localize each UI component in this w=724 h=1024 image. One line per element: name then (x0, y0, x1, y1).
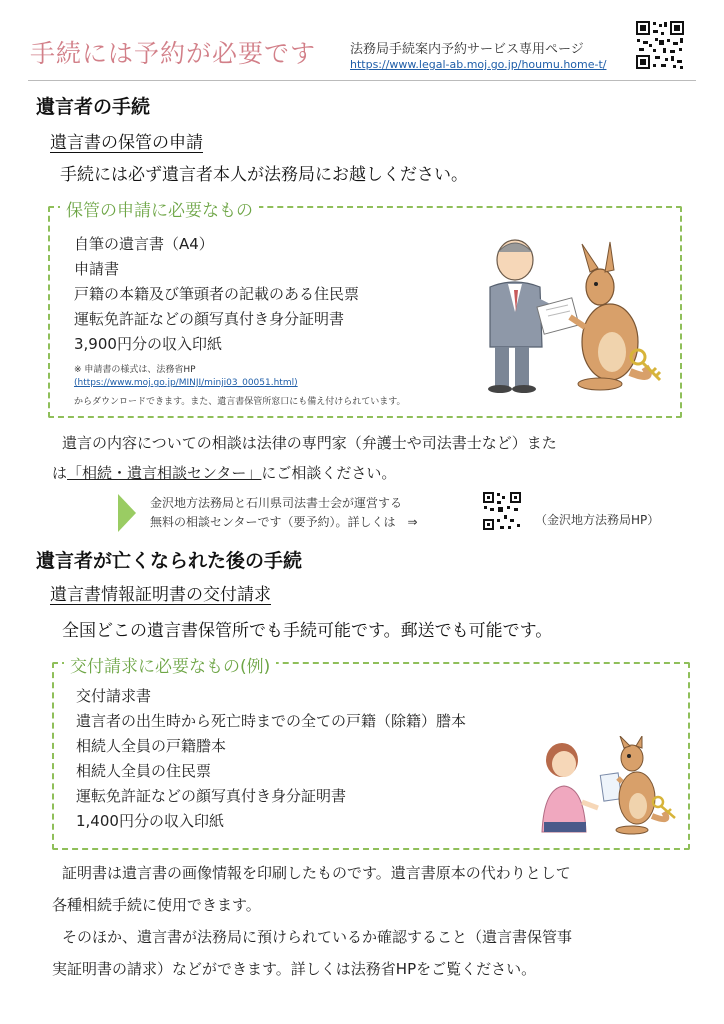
storage-item: 戸籍の本籍及び筆頭者の記載のある住民票 (74, 285, 360, 303)
form-note-text-2: からダウンロードできます。また、遺言書保管所窓口にも備え付けられています。 (74, 397, 406, 407)
section-heading-testator: 遺言者の手続 (36, 96, 151, 118)
subheading-certificate-request: 遺言書情報証明書の交付請求 (50, 585, 271, 605)
certificate-item: 相続人全員の戸籍謄本 (76, 737, 227, 755)
certificate-item: 運転免許証などの顔写真付き身分証明書 (76, 787, 347, 805)
consultation-text-line2 (52, 462, 396, 483)
section-heading-after-death: 遺言者が亡くなられた後の手続 (36, 550, 303, 572)
certificate-item: 1,400円分の収入印紙 (76, 812, 224, 830)
storage-requirements-title: 保管の申請に必要なもの (60, 196, 259, 221)
subheading-storage-application: 遺言書の保管の申請 (50, 133, 203, 153)
certificate-item: 相続人全員の住民票 (76, 762, 212, 780)
storage-item: 3,900円分の収入印紙 (74, 335, 222, 353)
reservation-service-label: 法務局手続案内予約サービス専用ページ (350, 42, 584, 57)
arrow-right-icon (118, 494, 136, 532)
consultation-pre-text: は (52, 464, 68, 482)
form-note-url-link[interactable]: (https://www.moj.go.jp/MINJI/minji03_00051.html) (74, 378, 298, 388)
storage-lead-text: 手続には必ず遺言者本人が法務局にお越しください。 (60, 165, 468, 185)
center-qr-code-icon[interactable] (482, 491, 522, 531)
center-info-line2: 無料の相談センターです（要予約）。詳しくは ⇒ (150, 515, 418, 529)
certificate-item: 交付請求書 (76, 687, 152, 705)
official-and-kangaroo-illustration-icon (470, 232, 670, 397)
form-note-text: ※ 申請書の様式は、法務省HP (74, 365, 196, 375)
certificate-lead-text: 全国どこの遺言書保管所でも手続可能です。郵送でも可能です。 (62, 621, 553, 641)
page-title: 手続には予約が必要です (30, 39, 317, 68)
consultation-post-text: にご相談ください。 (261, 464, 397, 482)
storage-item: 申請書 (74, 260, 120, 278)
certificate-para2-line1: そのほか、遺言書が法務局に預けられているか確認すること（遺言書保管事 (62, 928, 573, 946)
consultation-text-line1: 遺言の内容についての相談は法律の専門家（弁護士や司法書士など）また (62, 434, 557, 452)
certificate-para1-line1: 証明書は遺言書の画像情報を印刷したものです。遺言書原本の代わりとして (62, 864, 571, 882)
storage-item: 自筆の遺言書（A4） (74, 235, 214, 253)
reservation-qr-code-icon[interactable] (635, 20, 685, 70)
consultation-center-name: 「相続・遺言相談センター」 (67, 464, 262, 482)
storage-item: 運転免許証などの顔写真付き身分証明書 (74, 310, 345, 328)
certificate-para1-line2: 各種相続手続に使用できます。 (52, 896, 261, 914)
reservation-url-link[interactable]: https://www.legal-ab.moj.go.jp/houmu.home-t/ (350, 58, 607, 71)
center-info-line1: 金沢地方法務局と石川県司法書士会が運営する (150, 496, 403, 510)
certificate-requirements-title: 交付請求に必要なもの(例) (64, 652, 276, 677)
header-divider (28, 80, 696, 81)
certificate-para2-line2: 実証明書の請求）などができます。詳しくは法務省HPをご覧ください。 (52, 960, 537, 978)
woman-and-kangaroo-illustration-icon (532, 736, 680, 836)
certificate-item: 遺言者の出生時から死亡時までの全ての戸籍（除籍）謄本 (76, 712, 467, 730)
center-hp-link[interactable]: （金沢地方法務局HP） (535, 513, 660, 527)
